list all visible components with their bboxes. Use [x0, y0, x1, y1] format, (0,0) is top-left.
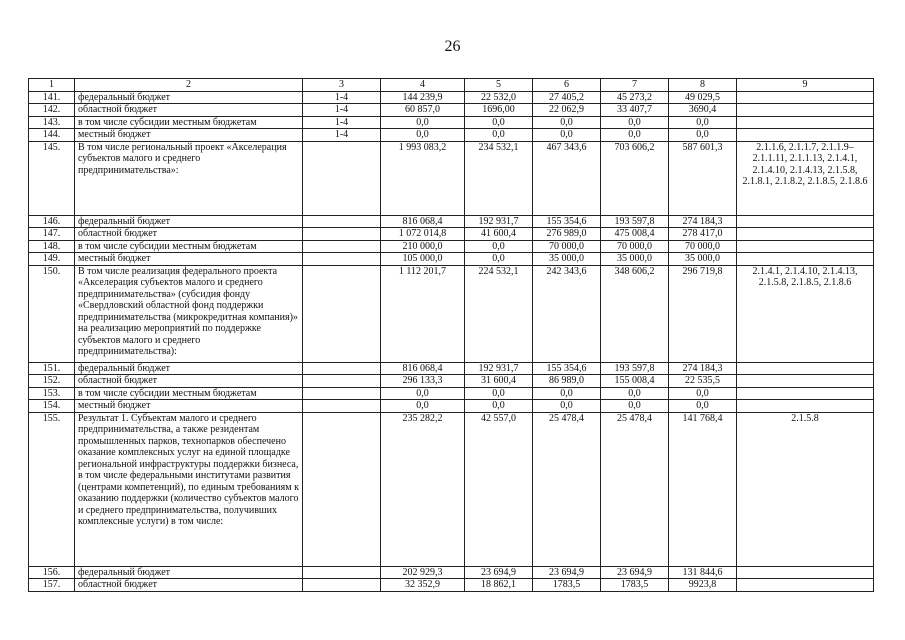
row-name: федеральный бюджет — [75, 215, 303, 228]
value-col-6: 467 343,6 — [533, 141, 601, 215]
row-code — [303, 141, 381, 215]
value-col-8: 274 184,3 — [669, 362, 737, 375]
table-row — [29, 228, 874, 241]
value-col-7: 0,0 — [601, 129, 669, 142]
row-code — [303, 362, 381, 375]
table-row — [29, 240, 874, 253]
row-name: областной бюджет — [75, 228, 303, 241]
row-name: федеральный бюджет — [75, 566, 303, 579]
value-col-6: 35 000,0 — [533, 253, 601, 266]
value-col-7: 0,0 — [601, 116, 669, 129]
table-row — [29, 104, 874, 117]
value-col-5: 23 694,9 — [465, 566, 533, 579]
row-name: областной бюджет — [75, 104, 303, 117]
value-col-4: 0,0 — [381, 387, 465, 400]
value-col-6: 86 989,0 — [533, 375, 601, 388]
value-col-6: 276 989,0 — [533, 228, 601, 241]
value-col-4: 105 000,0 — [381, 253, 465, 266]
row-code — [303, 215, 381, 228]
value-col-8: 9923,8 — [669, 579, 737, 592]
row-reference — [737, 400, 874, 413]
value-col-7: 25 478,4 — [601, 412, 669, 566]
table-row — [29, 215, 874, 228]
row-code — [303, 253, 381, 266]
value-col-6: 155 354,6 — [533, 215, 601, 228]
row-name: федеральный бюджет — [75, 362, 303, 375]
header-row — [29, 79, 874, 92]
table-row — [29, 566, 874, 579]
row-reference: 2.1.5.8 — [737, 412, 874, 566]
row-code — [303, 265, 381, 362]
value-col-7: 0,0 — [601, 400, 669, 413]
value-col-8: 22 535,5 — [669, 375, 737, 388]
row-code — [303, 387, 381, 400]
value-col-4: 202 929,3 — [381, 566, 465, 579]
column-header: 4 — [381, 79, 465, 92]
value-col-4: 144 239,9 — [381, 91, 465, 104]
row-number: 157. — [29, 579, 75, 592]
table-row — [29, 253, 874, 266]
value-col-5: 41 600,4 — [465, 228, 533, 241]
row-code — [303, 375, 381, 388]
value-col-8: 296 719,8 — [669, 265, 737, 362]
value-col-6: 25 478,4 — [533, 412, 601, 566]
column-header: 3 — [303, 79, 381, 92]
row-name: местный бюджет — [75, 129, 303, 142]
value-col-4: 60 857,0 — [381, 104, 465, 117]
row-code: 1-4 — [303, 116, 381, 129]
table-row — [29, 375, 874, 388]
value-col-8: 274 184,3 — [669, 215, 737, 228]
value-col-8: 0,0 — [669, 116, 737, 129]
row-number: 155. — [29, 412, 75, 566]
value-col-8: 141 768,4 — [669, 412, 737, 566]
row-reference — [737, 566, 874, 579]
value-col-4: 32 352,9 — [381, 579, 465, 592]
row-number: 149. — [29, 253, 75, 266]
row-code — [303, 579, 381, 592]
value-col-7: 475 008,4 — [601, 228, 669, 241]
row-reference — [737, 240, 874, 253]
row-reference — [737, 91, 874, 104]
column-header: 8 — [669, 79, 737, 92]
row-reference — [737, 375, 874, 388]
value-col-7: 1783,5 — [601, 579, 669, 592]
row-reference — [737, 104, 874, 117]
value-col-4: 1 112 201,7 — [381, 265, 465, 362]
value-col-5: 0,0 — [465, 116, 533, 129]
row-number: 156. — [29, 566, 75, 579]
table-row — [29, 579, 874, 592]
value-col-6: 0,0 — [533, 129, 601, 142]
row-code — [303, 566, 381, 579]
row-number: 142. — [29, 104, 75, 117]
row-number: 145. — [29, 141, 75, 215]
row-name: в том числе субсидии местным бюджетам — [75, 387, 303, 400]
value-col-6: 155 354,6 — [533, 362, 601, 375]
value-col-4: 0,0 — [381, 129, 465, 142]
row-reference — [737, 129, 874, 142]
table-row — [29, 91, 874, 104]
value-col-5: 42 557,0 — [465, 412, 533, 566]
row-name: в том числе субсидии местным бюджетам — [75, 116, 303, 129]
row-code — [303, 412, 381, 566]
value-col-4: 0,0 — [381, 116, 465, 129]
value-col-4: 0,0 — [381, 400, 465, 413]
value-col-8: 278 417,0 — [669, 228, 737, 241]
table-row — [29, 265, 874, 362]
value-col-4: 1 993 083,2 — [381, 141, 465, 215]
value-col-7: 193 597,8 — [601, 215, 669, 228]
value-col-8: 49 029,5 — [669, 91, 737, 104]
row-reference — [737, 579, 874, 592]
row-name: В том числе реализация федерального проекта «Акселерация субъектов малого и среднего предпринимательства» (субсидия фонду «Свердловский областной фонд поддержки предпринимательства (микрокредитная компания)» на реализацию мероприятий по поддержке субъектов малого и среднего предпринимательства): — [75, 265, 303, 362]
row-reference — [737, 228, 874, 241]
row-number: 153. — [29, 387, 75, 400]
value-col-4: 816 068,4 — [381, 215, 465, 228]
row-name: Результат 1. Субъектам малого и среднего предпринимательства, а также резидентам промышленных парков, технопарков обеспечено оказание комплексных услуг на единой площадке региональной инфраструктуры поддержки бизнеса, в том числе федеральными институтами развития (центрами компетенций), по единым требованиям к оказанию поддержки (количество субъектов малого и среднего предпринимательства, получивших комплексные услуги) в том числе: — [75, 412, 303, 566]
value-col-5: 0,0 — [465, 387, 533, 400]
row-name: федеральный бюджет — [75, 91, 303, 104]
row-number: 152. — [29, 375, 75, 388]
value-col-6: 0,0 — [533, 116, 601, 129]
value-col-6: 27 405,2 — [533, 91, 601, 104]
value-col-5: 31 600,4 — [465, 375, 533, 388]
value-col-5: 192 931,7 — [465, 362, 533, 375]
row-number: 150. — [29, 265, 75, 362]
value-col-8: 0,0 — [669, 387, 737, 400]
value-col-5: 18 862,1 — [465, 579, 533, 592]
row-number: 148. — [29, 240, 75, 253]
value-col-8: 35 000,0 — [669, 253, 737, 266]
value-col-7: 45 273,2 — [601, 91, 669, 104]
table-row — [29, 362, 874, 375]
row-reference — [737, 253, 874, 266]
value-col-5: 192 931,7 — [465, 215, 533, 228]
value-col-7: 155 008,4 — [601, 375, 669, 388]
row-number: 147. — [29, 228, 75, 241]
value-col-5: 22 532,0 — [465, 91, 533, 104]
value-col-5: 224 532,1 — [465, 265, 533, 362]
row-code — [303, 240, 381, 253]
row-number: 151. — [29, 362, 75, 375]
budget-table — [28, 78, 874, 592]
value-col-8: 0,0 — [669, 400, 737, 413]
value-col-6: 242 343,6 — [533, 265, 601, 362]
value-col-4: 296 133,3 — [381, 375, 465, 388]
value-col-5: 0,0 — [465, 240, 533, 253]
column-header: 1 — [29, 79, 75, 92]
column-header: 9 — [737, 79, 874, 92]
value-col-6: 0,0 — [533, 400, 601, 413]
value-col-5: 0,0 — [465, 400, 533, 413]
row-code — [303, 400, 381, 413]
value-col-5: 234 532,1 — [465, 141, 533, 215]
row-name: местный бюджет — [75, 400, 303, 413]
row-reference: 2.1.4.1, 2.1.4.10, 2.1.4.13, 2.1.5.8, 2.1.8.5, 2.1.8.6 — [737, 265, 874, 362]
table-row — [29, 400, 874, 413]
value-col-5: 0,0 — [465, 253, 533, 266]
row-reference — [737, 362, 874, 375]
value-col-8: 0,0 — [669, 129, 737, 142]
value-col-8: 70 000,0 — [669, 240, 737, 253]
row-number: 144. — [29, 129, 75, 142]
value-col-4: 1 072 014,8 — [381, 228, 465, 241]
table-row — [29, 141, 874, 215]
value-col-7: 33 407,7 — [601, 104, 669, 117]
column-header: 7 — [601, 79, 669, 92]
row-number: 154. — [29, 400, 75, 413]
row-code — [303, 228, 381, 241]
table-row — [29, 129, 874, 142]
value-col-4: 210 000,0 — [381, 240, 465, 253]
value-col-8: 3690,4 — [669, 104, 737, 117]
value-col-4: 235 282,2 — [381, 412, 465, 566]
row-name: областной бюджет — [75, 375, 303, 388]
row-name: областной бюджет — [75, 579, 303, 592]
value-col-5: 0,0 — [465, 129, 533, 142]
column-header: 5 — [465, 79, 533, 92]
value-col-6: 22 062,9 — [533, 104, 601, 117]
row-reference — [737, 116, 874, 129]
value-col-8: 587 601,3 — [669, 141, 737, 215]
value-col-7: 193 597,8 — [601, 362, 669, 375]
value-col-6: 70 000,0 — [533, 240, 601, 253]
row-reference: 2.1.1.6, 2.1.1.7, 2.1.1.9–2.1.1.11, 2.1.1.13, 2.1.4.1, 2.1.4.10, 2.1.4.13, 2.1.5.8, 2.1.8.1, 2.1.8.2, 2.1.8.5, 2.1.8.6 — [737, 141, 874, 215]
page-number: 26 — [444, 38, 461, 55]
value-col-5: 1696,00 — [465, 104, 533, 117]
row-code: 1-4 — [303, 91, 381, 104]
row-reference — [737, 215, 874, 228]
value-col-7: 0,0 — [601, 387, 669, 400]
row-code: 1-4 — [303, 104, 381, 117]
row-number: 143. — [29, 116, 75, 129]
value-col-7: 35 000,0 — [601, 253, 669, 266]
value-col-7: 348 606,2 — [601, 265, 669, 362]
row-name: В том числе региональный проект «Акселерация субъектов малого и среднего предпринимательства»: — [75, 141, 303, 215]
row-number: 146. — [29, 215, 75, 228]
row-name: местный бюджет — [75, 253, 303, 266]
value-col-6: 0,0 — [533, 387, 601, 400]
table-row — [29, 116, 874, 129]
value-col-6: 23 694,9 — [533, 566, 601, 579]
row-code: 1-4 — [303, 129, 381, 142]
row-number: 141. — [29, 91, 75, 104]
value-col-7: 703 606,2 — [601, 141, 669, 215]
value-col-7: 23 694,9 — [601, 566, 669, 579]
table-row — [29, 412, 874, 566]
column-header: 6 — [533, 79, 601, 92]
value-col-6: 1783,5 — [533, 579, 601, 592]
column-header: 2 — [75, 79, 303, 92]
value-col-7: 70 000,0 — [601, 240, 669, 253]
table-row — [29, 387, 874, 400]
row-reference — [737, 387, 874, 400]
value-col-4: 816 068,4 — [381, 362, 465, 375]
row-name: в том числе субсидии местным бюджетам — [75, 240, 303, 253]
value-col-8: 131 844,6 — [669, 566, 737, 579]
